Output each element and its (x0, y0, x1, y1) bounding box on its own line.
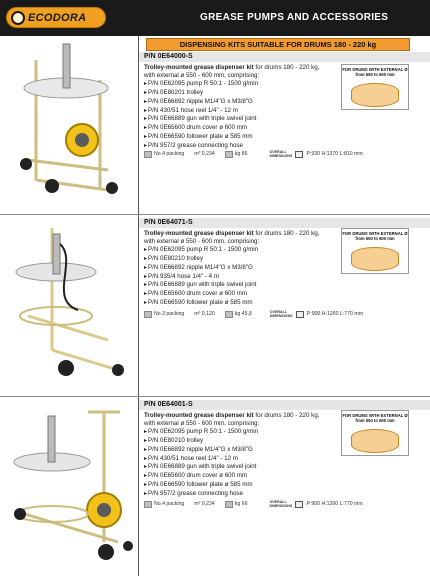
description-title: Trolley-mounted grease dispenser kit for drums 180 - 220 kg, (144, 64, 320, 71)
component-item: ▸ P/N 0E66889 gun with triple swivel joint (144, 281, 344, 290)
dimensions-value: P:900 H:1260 L:770 mm (306, 311, 364, 317)
component-item: ▸ P/N 0E66892 nipple M1/4"G x M3/8"G (144, 264, 344, 273)
dimensions-label: OVERALL DIMENSIONS (269, 310, 293, 318)
component-item: ▸ P/N 0E65600 drum cover ø 600 mm (144, 290, 344, 299)
product-photo-dispenser-with-reel-2 (8, 402, 134, 572)
component-item: ▸ P/N 957/2 grease connecting hose (144, 490, 344, 499)
logo-mark-icon (11, 11, 25, 25)
component-item: ▸ P/N 0E66889 gun with triple swivel joint (144, 115, 344, 124)
pump-body (53, 234, 60, 274)
dimensions-value: P:930 H:1370 L:810 mm (306, 151, 363, 157)
page-header (0, 0, 430, 36)
hose-reel-hub (97, 503, 111, 517)
component-item: ▸ P/N 0E65600 drum cover ø 600 mm (144, 124, 344, 133)
component-item: ▸ P/N 0E62095 pump R 50:1 - 1500 g/min (144, 80, 344, 89)
dimensions-label: OVERALL DIMENSIONS (269, 150, 293, 158)
wheel (20, 158, 32, 170)
drum-size-note: FOR DRUMS WITH EXTERNAL Ø from 550 to 600 mm (341, 64, 409, 110)
component-item: ▸ P/N 0E80210 trolley (144, 255, 344, 264)
weight-icon (225, 311, 233, 318)
component-item: ▸ P/N 0E62095 pump R 50:1 - 1500 g/min (144, 246, 344, 255)
component-item: ▸ P/N 0E65600 drum cover ø 600 mm (144, 472, 344, 481)
package-icon (144, 501, 152, 508)
dimensions-icon (295, 151, 303, 158)
drum-icon (351, 83, 399, 107)
pump-body (63, 44, 70, 88)
component-item: ▸ P/N 0E62095 pump R 50:1 - 1500 g/min (144, 428, 344, 437)
product-code-bar (139, 218, 430, 228)
description-title: Trolley-mounted grease dispenser kit for drums 180 - 220 kg, (144, 412, 320, 419)
drum-icon (351, 429, 399, 453)
wheel (14, 508, 26, 520)
weight-icon (225, 151, 233, 158)
brand-logo (6, 7, 106, 28)
drum-icon (351, 247, 399, 271)
wheel (112, 364, 124, 376)
weight-icon (225, 501, 233, 508)
column-divider (138, 36, 139, 576)
wheel (58, 360, 74, 376)
component-item: ▸ P/N 0E80201 trolley (144, 89, 344, 98)
description-title: Trolley-mounted grease dispenser kit for drums 180 - 220 kg, (144, 230, 320, 237)
section-banner: DISPENSING KITS SUITABLE FOR DRUMS 180 - 220 kg (146, 38, 410, 51)
section-divider (0, 396, 430, 397)
product-description: Trolley-mounted grease dispenser kit for drums 180 - 220 kg, with external ø 550 - 600 mm, comprising: ▸ P/N 0E62095 pump R 50:1 - 1500 g/min ▸ P/N 0E80210 trolley ▸ P/N 0E66892 nipple M1/4"G x M3/8"G ▸ P/N 430/51 hose reel 1/4" - 12 m ▸ P/N 0E66889 gun with triple swivel joint ▸ P/N 0E65600 drum cover ø 600 mm ▸ P/N 0E66590 follower plate ø 585 mm ▸ P/N 957/2 grease connecting hose (144, 412, 344, 499)
page-title: GREASE PUMPS AND ACCESSORIES (200, 12, 389, 23)
wheel (98, 544, 114, 560)
section-divider (0, 214, 430, 215)
wheel (106, 182, 118, 194)
component-item: ▸ P/N 430/51 hose reel 1/4" - 12 m (144, 455, 344, 464)
component-item: ▸ P/N 430/51 hose reel 1/4" - 12 m (144, 107, 344, 116)
packing-info: No.3 packing m³ 0,120 kg 45,8 OVERALL DIMENSIONS P:900 H:1260 L:770 mm (144, 310, 363, 318)
wheel (45, 179, 59, 193)
component-item: ▸ P/N 0E66889 gun with triple swivel joint (144, 463, 344, 472)
packing-info: No.4 packing m³ 0,234 kg 86 OVERALL DIMENSIONS P:930 H:1370 L:810 mm (144, 150, 363, 158)
pump-body (48, 416, 55, 462)
component-item: ▸ P/N 0E80210 trolley (144, 437, 344, 446)
product-description: Trolley-mounted grease dispenser kit for drums 180 - 220 kg, with external ø 550 - 600 mm, comprising: ▸ P/N 0E62095 pump R 50:1 - 1500 g/min ▸ P/N 0E80201 trolley ▸ P/N 0E66892 nipple M1/4"G x M3/8"G ▸ P/N 430/51 hose reel 1/4" - 12 m ▸ P/N 0E66889 gun with triple swivel joint ▸ P/N 0E65600 drum cover ø 600 mm ▸ P/N 0E66590 follower plate ø 585 mm ▸ P/N 957/2 grease connecting hose (144, 64, 344, 151)
drum-size-note: FOR DRUMS WITH EXTERNAL Ø from 550 to 600 mm (341, 410, 409, 456)
component-item: ▸ P/N 0E66590 follower plate ø 585 mm (144, 299, 344, 308)
component-item: ▸ P/N 935/4 hose 1/4" - 4 m (144, 273, 344, 282)
product-description: Trolley-mounted grease dispenser kit for drums 180 - 220 kg, with external ø 550 - 600 mm, comprising: ▸ P/N 0E62095 pump R 50:1 - 1500 g/min ▸ P/N 0E80210 trolley ▸ P/N 0E66892 nipple M1/4"G x M3/8"G ▸ P/N 935/4 hose 1/4" - 4 m ▸ P/N 0E66889 gun with triple swivel joint ▸ P/N 0E65600 drum cover ø 600 mm ▸ P/N 0E66590 follower plate ø 585 mm (144, 230, 344, 308)
wheel (123, 541, 133, 551)
product-code: P/N 0E64071-S (144, 219, 193, 226)
package-icon (144, 151, 152, 158)
drum-size-note: FOR DRUMS WITH EXTERNAL Ø from 550 to 600 mm (341, 228, 409, 274)
component-item: ▸ P/N 0E66892 nipple M1/4"G x M3/8"G (144, 446, 344, 455)
product-code: P/N 0E64000-S (144, 53, 193, 60)
trolley-frame (28, 228, 118, 370)
component-item: ▸ P/N 0E66590 follower plate ø 585 mm (144, 481, 344, 490)
packing-info: No.4 packing m³ 0,234 kg 66 OVERALL DIMENSIONS P:900 H:1260 L:770 mm (144, 500, 363, 508)
component-item: ▸ P/N 957/2 grease connecting hose (144, 142, 344, 151)
dimensions-value: P:900 H:1260 L:770 mm (306, 501, 363, 507)
product-code-bar (139, 400, 430, 410)
package-icon (144, 311, 152, 318)
dimensions-icon (295, 501, 303, 508)
dimensions-label: OVERALL DIMENSIONS (269, 500, 293, 508)
product-code-bar (139, 52, 430, 62)
dimensions-icon (296, 311, 304, 318)
product-photo-dispenser-with-hose (8, 220, 130, 390)
product-photo-dispenser-with-reel (8, 40, 130, 204)
component-item: ▸ P/N 0E66590 follower plate ø 585 mm (144, 133, 344, 142)
product-code: P/N 0E64001-S (144, 401, 193, 408)
hose-reel-hub (75, 133, 89, 147)
brand-name: ECODORA (28, 11, 87, 24)
component-item: ▸ P/N 0E66892 nipple M1/4"G x M3/8"G (144, 98, 344, 107)
